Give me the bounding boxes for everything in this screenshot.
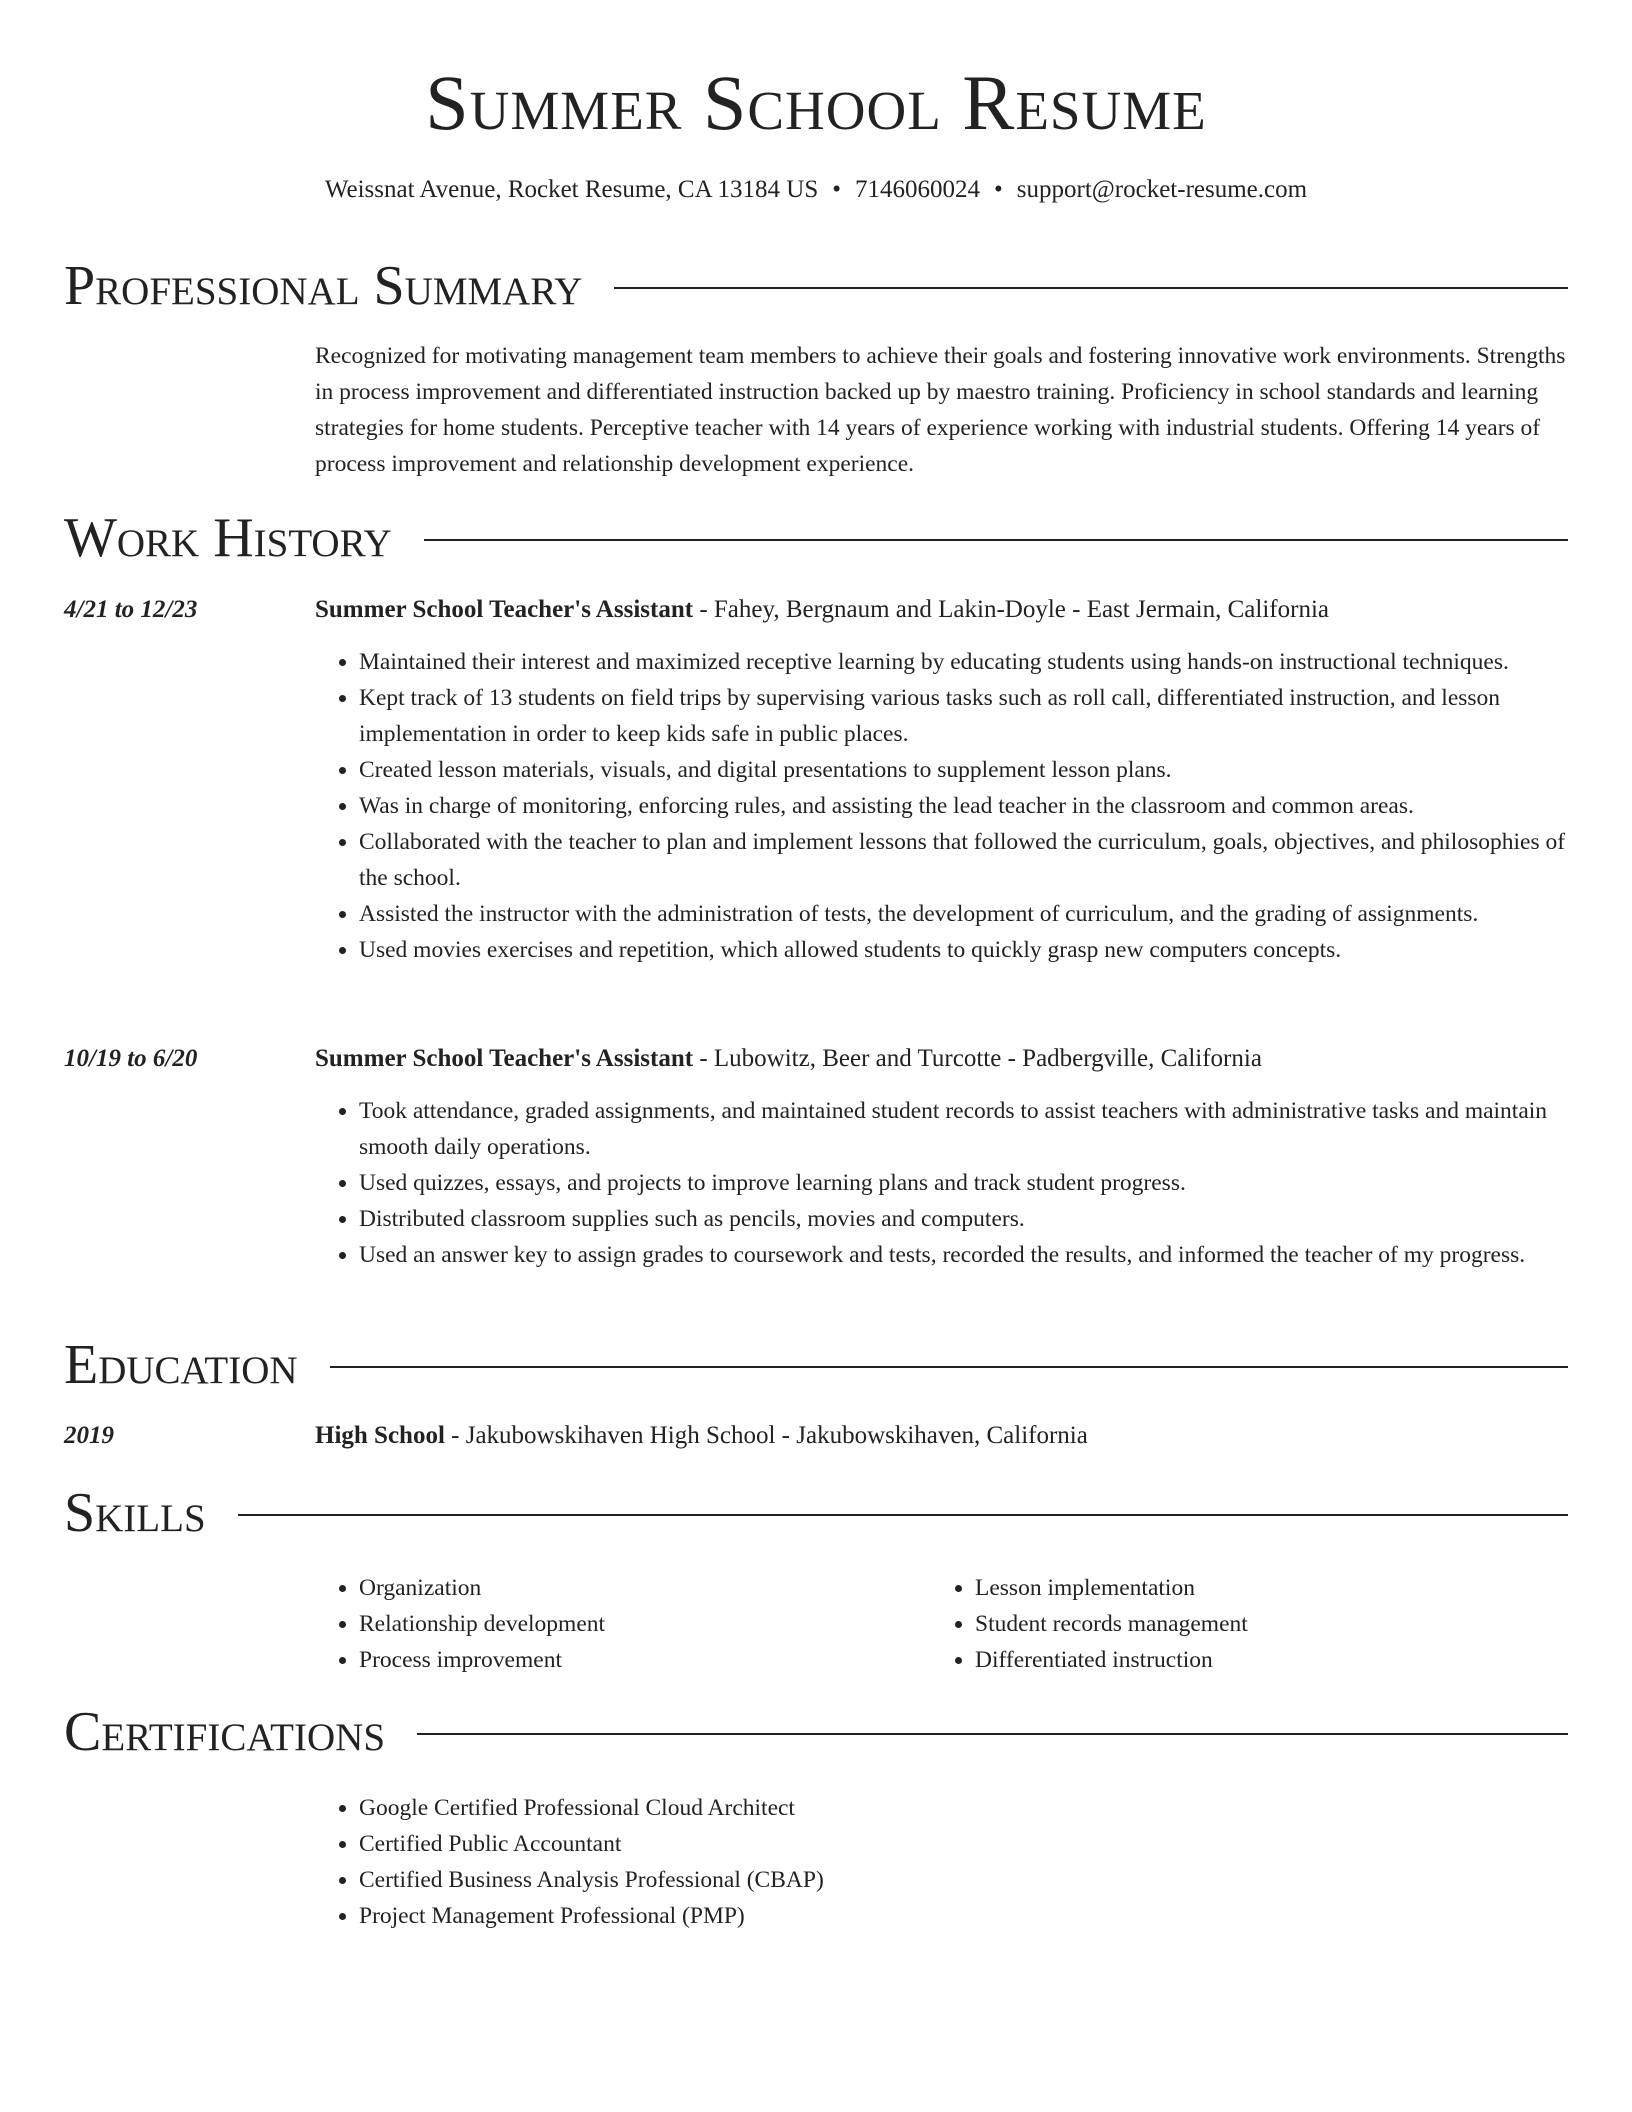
education-degree: High School — [315, 1422, 445, 1449]
education-heading — [315, 1419, 1570, 1453]
job-bullets — [315, 644, 1570, 968]
skills-list-right — [931, 1570, 1632, 1678]
section-divider — [238, 1514, 1568, 1516]
education-school: - Jakubowskihaven High School - Jakubowskihaven, California — [444, 1422, 1088, 1449]
section-divider — [614, 287, 1568, 289]
list-item: • Lesson implementation — [975, 1570, 1632, 1606]
contact-email: support@rocket-resume.com — [1016, 176, 1308, 203]
job-employer: - Fahey, Bergnaum and Lakin-Doyle - East Jermain, California — [693, 596, 1329, 623]
certifications-list — [315, 1790, 1570, 1934]
list-item: • Project Management Professional (PMP) — [359, 1898, 1570, 1934]
list-item: • Organization — [359, 1570, 1570, 1606]
list-item: • Certified Public Accountant — [359, 1826, 1570, 1862]
list-item: • Assisted the instructor with the administration of tests, the development of curriculum, and the grading of assignments. — [359, 896, 1570, 932]
job-employer: - Lubowitz, Beer and Turcotte - Padbergville, California — [693, 1045, 1262, 1072]
job-bullets — [315, 1093, 1570, 1273]
contact-address: Weissnat Avenue, Rocket Resume, CA 13184 US — [324, 176, 819, 203]
list-item: • Created lesson materials, visuals, and digital presentations to supplement lesson plans. — [359, 752, 1570, 788]
list-item: • Differentiated instruction — [975, 1642, 1632, 1678]
job-dates: 4/21 to 12/23 — [64, 596, 198, 623]
section-header-work — [64, 503, 1568, 573]
list-item: • Collaborated with the teacher to plan and implement lessons that followed the curriculum, goals, objectives, and philosophies of the school. — [359, 824, 1570, 896]
section-header-skills — [64, 1478, 1568, 1548]
resume-name: Summer School Resume — [425, 59, 1207, 146]
list-item: • Process improvement — [359, 1642, 1570, 1678]
summary-text: Recognized for motivating management team members to achieve their goals and fostering innovative work environments. Strengths in process improvement and differentiated instruction backed up by maestro training. Proficiency in school standards and learning strategies for home students. Perceptive teacher with 14 years of experience working with industrial students. Offering 14 years of process improvement and relationship development experience. — [315, 343, 1566, 477]
list-item: • Relationship development — [359, 1606, 1570, 1642]
list-item: • Certified Business Analysis Professional (CBAP) — [359, 1862, 1570, 1898]
list-item: • Google Certified Professional Cloud Architect — [359, 1790, 1570, 1826]
section-title-work: Work History — [64, 507, 392, 569]
section-title-certifications: Certifications — [64, 1701, 386, 1763]
section-header-summary — [64, 251, 1568, 321]
list-item: • Was in charge of monitoring, enforcing rules, and assisting the lead teacher in the classroom and common areas. — [359, 788, 1570, 824]
list-item: • Kept track of 13 students on field trips by supervising various tasks such as roll call, differentiated instruction, and lesson implementation in order to keep kids safe in public places. — [359, 680, 1570, 752]
section-header-education — [64, 1330, 1568, 1400]
section-title-education: Education — [64, 1334, 298, 1396]
list-item: • Student records management — [975, 1606, 1632, 1642]
education-year: 2019 — [64, 1422, 114, 1449]
section-title-summary: Professional Summary — [64, 255, 583, 317]
section-divider — [330, 1366, 1568, 1368]
contact-phone: 7146060024 — [855, 176, 980, 203]
job-dates: 10/19 to 6/20 — [64, 1045, 198, 1072]
contact-line — [0, 174, 1632, 206]
contact-separator: • — [832, 176, 841, 203]
section-divider — [424, 539, 1568, 541]
section-divider — [417, 1733, 1568, 1735]
job-position: Summer School Teacher's Assistant — [315, 596, 694, 623]
job-position: Summer School Teacher's Assistant — [315, 1045, 694, 1072]
list-item: • Distributed classroom supplies such as pencils, movies and computers. — [359, 1201, 1570, 1237]
contact-separator: • — [994, 176, 1003, 203]
list-item: • Took attendance, graded assignments, and maintained student records to assist teachers with administrative tasks and maintain smooth daily operations. — [359, 1093, 1570, 1165]
list-item: • Used an answer key to assign grades to coursework and tests, recorded the results, and informed the teacher of my progress. — [359, 1237, 1570, 1273]
section-header-certifications — [64, 1697, 1568, 1767]
list-item: • Used quizzes, essays, and projects to improve learning plans and track student progress. — [359, 1165, 1570, 1201]
list-item: • Used movies exercises and repetition, which allowed students to quickly grasp new computers concepts. — [359, 932, 1570, 968]
job-heading — [315, 593, 1570, 627]
list-item: • Maintained their interest and maximized receptive learning by educating students using hands-on instructional techniques. — [359, 644, 1570, 680]
section-title-skills: Skills — [64, 1482, 206, 1544]
job-heading — [315, 1042, 1570, 1076]
